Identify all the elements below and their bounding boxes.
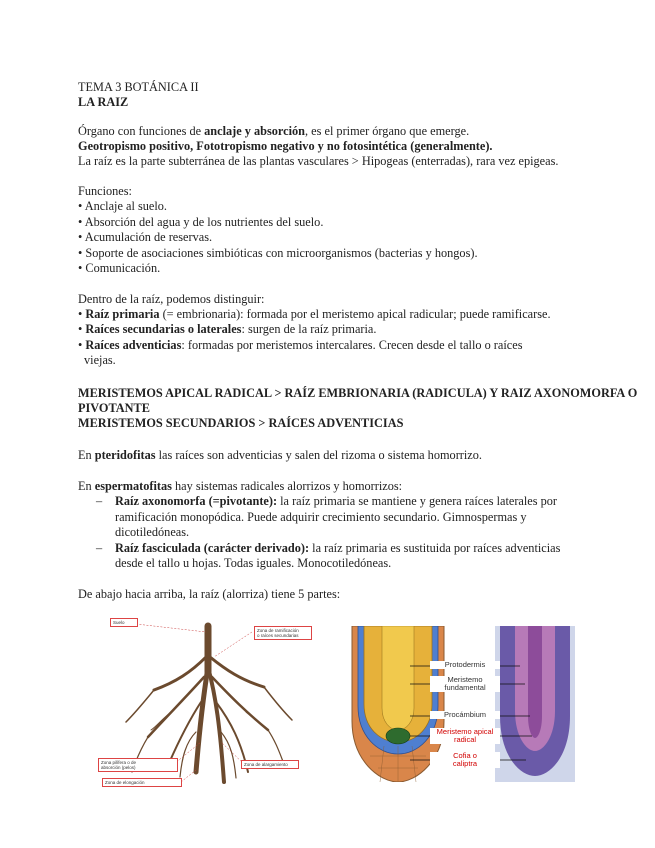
meristemos-line-3: MERISTEMOS SECUNDARIOS > RAÍCES ADVENTICIAS <box>78 416 404 430</box>
funciones-item: • Anclaje al suelo. <box>78 199 167 213</box>
meristemos-line-1: MERISTEMOS APICAL RADICAL > RAÍZ EMBRIONARIA (RADICULA) Y RAIZ AXONOMORFA O <box>78 386 638 400</box>
label-ramificacion: Zona de ramificación o raíces secundarias <box>254 626 312 640</box>
intro-line-3: La raíz es la parte subterránea de las plantas vasculares > Hipogeas (enterradas), rara vez epigeas. <box>78 154 559 168</box>
root-tip-figure <box>350 626 575 782</box>
fasciculada-line-1: Raíz fasciculada (carácter derivado): la raíz primaria es sustituida por raíces adventicias <box>115 541 561 555</box>
fasciculada-line-2: desde el tallo u hojas. Todas iguales. Monocotiledóneas. <box>115 556 392 570</box>
funciones-item: • Acumulación de reservas. <box>78 230 213 244</box>
intro-line-2: Geotropismo positivo, Fototropismo negativo y no fotosintética (generalmente). <box>78 139 493 153</box>
doc-subtitle: LA RAIZ <box>78 95 129 109</box>
list-dash: – <box>96 494 103 508</box>
axonomorfa-line-1: Raíz axonomorfa (=pivotante): la raíz primaria se mantiene y genera raíces laterales por <box>115 494 558 508</box>
root-system-figure <box>96 612 316 792</box>
distinguir-item-secundarias: • Raíces secundarias o laterales: surgen de la raíz primaria. <box>78 322 377 336</box>
meristemos-line-2: PIVOTANTE <box>78 401 150 415</box>
label-elongacion: Zona de elongación <box>102 778 182 787</box>
doc-title: TEMA 3 BOTÁNICA II <box>78 80 199 94</box>
label-protodermis: Protodermis <box>430 661 500 669</box>
intro-line-1: Órgano con funciones de anclaje y absorción, es el primer órgano que emerge. <box>78 124 470 138</box>
label-alargamiento: Zona de alargamiento <box>241 760 299 769</box>
funciones-item: • Soporte de asociaciones simbióticas con microorganismos (bacterias y hongos). <box>78 246 478 260</box>
axonomorfa-line-3: dicotiledóneas. <box>115 525 190 539</box>
pteridofitas-paragraph: En pteridofitas las raíces son adventicias y salen del rizoma o sistema homorrizo. <box>78 448 482 462</box>
espermatofitas-paragraph: En espermatofitas hay sistemas radicales alorrizos y homorrizos: <box>78 479 403 493</box>
label-meristemo-apical: Meristemo apical radical <box>430 728 500 744</box>
distinguir-item-primaria: • Raíz primaria (= embrionaria): formada por el meristemo apical radicular; puede ramificarse. <box>78 307 551 321</box>
axonomorfa-line-2: ramificación monopódica. Puede adquirir crecimiento secundario. Gimnospermas y <box>115 510 527 524</box>
funciones-heading: Funciones: <box>78 184 132 198</box>
label-suelo: Suelo <box>110 618 138 627</box>
list-dash: – <box>96 541 103 555</box>
label-pilifera: Zona pilífera o de absorción (pelos) <box>98 758 178 772</box>
funciones-item: • Comunicación. <box>78 261 161 275</box>
partes-intro: De abajo hacia arriba, la raíz (alorriza) tiene 5 partes: <box>78 587 341 601</box>
label-meristemo-fundamental: Meristemo fundamental <box>430 676 500 692</box>
distinguir-item-adventicias: • Raíces adventicias: formadas por meristemos intercalares. Crecen desde el tallo o raíces <box>78 338 523 352</box>
label-cofia: Cofia o caliptra <box>430 752 500 768</box>
distinguir-item-adventicias-cont: viejas. <box>84 353 116 367</box>
label-procambium: Procámbium <box>430 711 500 719</box>
funciones-item: • Absorción del agua y de los nutrientes del suelo. <box>78 215 324 229</box>
distinguir-heading: Dentro de la raíz, podemos distinguir: <box>78 292 265 306</box>
